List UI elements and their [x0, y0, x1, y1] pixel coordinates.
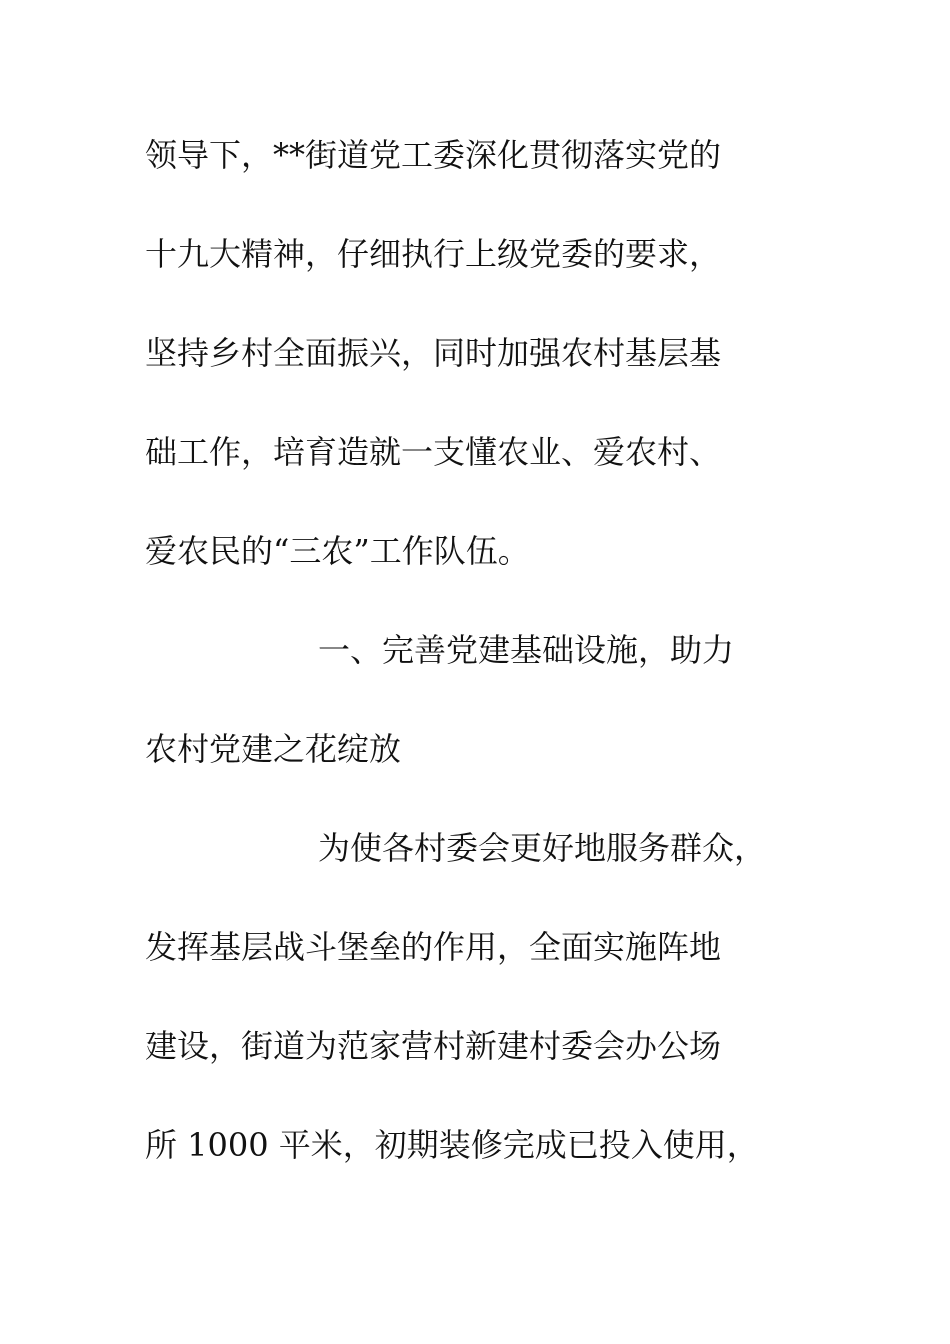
text-line: 建设，街道为范家营村新建村委会办公场 [145, 1027, 722, 1065]
text-line: 础工作，培育造就一支懂农业、爱农村、 [145, 433, 722, 471]
text-line: 所 1000 平米，初期装修完成已投入使用， [145, 1126, 759, 1164]
text-line: 坚持乡村全面振兴，同时加强农村基层基 [145, 334, 722, 372]
text-line: 爱农民的“三农”工作队伍。 [145, 532, 530, 570]
text-line: 领导下，**街道党工委深化贯彻落实党的 [145, 136, 722, 174]
section-heading-line: 农村党建之花绽放 [145, 730, 402, 768]
text-line: 十九大精神，仔细执行上级党委的要求， [145, 235, 722, 273]
text-line: 发挥基层战斗堡垒的作用，全面实施阵地 [145, 928, 722, 966]
section-heading-line: 一、完善党建基础设施，助力 [318, 631, 735, 669]
text-line: 为使各村委会更好地服务群众， [318, 829, 767, 867]
